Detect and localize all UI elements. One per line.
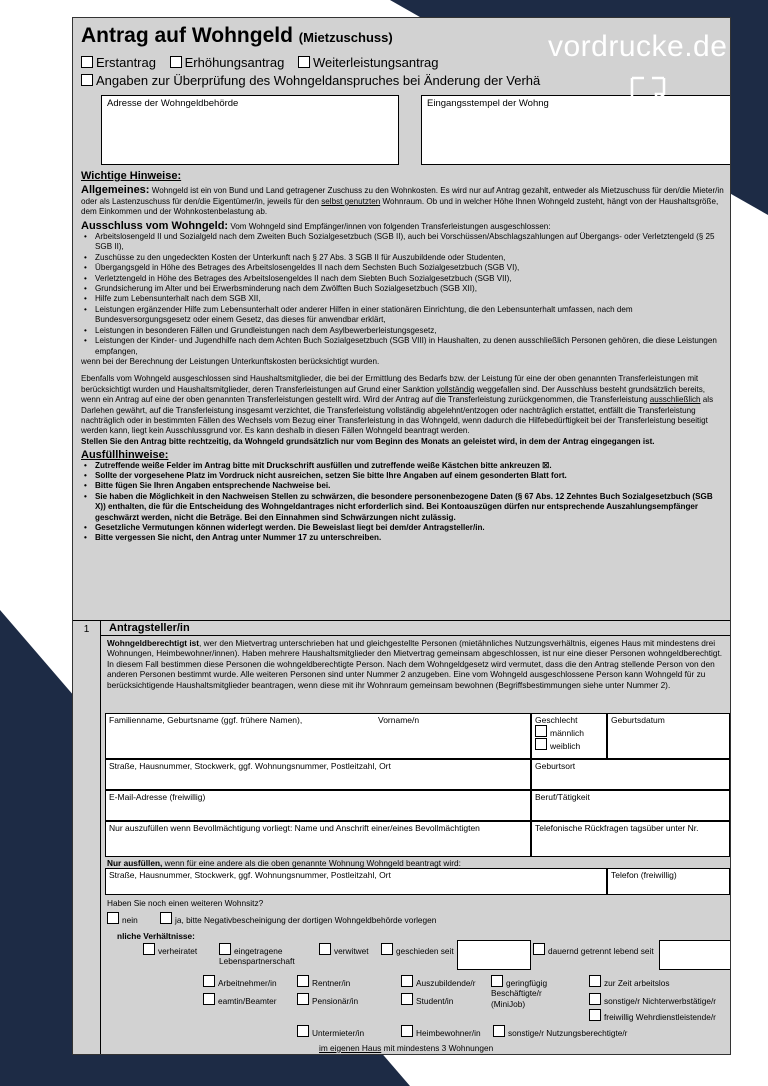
option-ueberpruefung[interactable] <box>81 73 540 88</box>
allgemeines-text: Wohngeld ist ein von Bund und Land getragener Zuschuss zu den Wohnkosten. Es wird nur auf Antrag gezahlt, entweder als Mietzuschuss für den/die Mieter/in oder als Lastenzuschuss für den/die Eigentümer/in, jeweils für den <box>81 186 724 206</box>
checkbox[interactable] <box>381 943 393 955</box>
option-erstantrag[interactable] <box>81 55 156 70</box>
checkbox[interactable] <box>535 738 547 750</box>
option-label: Erstantrag <box>96 55 156 70</box>
checkbox[interactable] <box>81 56 93 68</box>
getrennt-date-field[interactable] <box>659 940 731 970</box>
eigenes-haus-row <box>319 1043 493 1053</box>
ebenfalls-text-3: als Darlehen gewährt, auf die Transferleistung insgesamt verzichtet, die Transferleistung vollständig abgelehnt/entzogen oder nachträglich erstattet, entfällt die Transferleistung nachträglich oder in bestimmten Fällen des Wechsels vom Bezug einer Transferleistung in das Wohngeld, wenn dadurch die Hilfebedürftigkeit bei der Transferleistung beseitigt werden kann, liegt kein Ausschlussgrund vor. Es kann deshalb in diesen Fällen Wohngeld beantragt werden. <box>81 395 714 436</box>
hinweise-heading: Wichtige Hinweise: <box>81 170 182 182</box>
field-label: E-Mail-Adresse (freiwillig) <box>109 792 206 802</box>
checkbox[interactable] <box>297 975 309 987</box>
section-number: 1 <box>73 621 101 1055</box>
list-item: • Zuschüsse zu den ungedeckten Kosten der Unterkunft nach § 27 Abs. 3 SGB II für Auszubildende oder Studenten, <box>93 253 724 263</box>
option-nichterwerb[interactable] <box>589 993 716 1006</box>
option-verwitwet[interactable] <box>319 943 369 956</box>
field-label: Telefonische Rückfragen tagsüber unter Nr. <box>535 823 699 833</box>
option-lebenspartner[interactable] <box>219 943 299 967</box>
list-item: • Leistungen ergänzender Hilfe zum Lebensunterhalt oder anderer Hilfen in einer stationären Einrichtung, die den Lebensunterhalt umfassen, nach dem Bundesversorgungsgesetz oder einem Gesetz, das dieses für anwendbar erklärt, <box>93 305 724 326</box>
email-field[interactable] <box>105 790 531 821</box>
ausfuell-list <box>81 461 724 544</box>
checkbox[interactable] <box>219 943 231 955</box>
option-student[interactable] <box>401 993 453 1006</box>
subtitle-text: (Mietzuschuss) <box>298 30 393 45</box>
nur-ausfuellen-note <box>107 858 461 868</box>
ausschluss-paragraph <box>81 221 724 232</box>
list-item: • Leistungen in besonderen Fällen und Grundleistungen nach dem Asylbewerberleistungsgesetz, <box>93 326 724 336</box>
checkbox[interactable] <box>107 912 119 924</box>
intro-text: , wer den Mietvertrag unterschrieben hat und gleichgestellte Personen (mietähnliches Nutzungsverhältnis, eigenes Haus mit mindestens drei Wohnungen, Heimbewohner/innen). Haben mehrere Haushaltsmitglieder den Mietvertrag gemeinsam abgeschlossen, ist nur eine dieser Personen wohngeldberechtigt. In diesem Fall bestimmen diese Personen die wohngeldberechtigte Person. Nach dem Wohngeldgesetz wird vermutet, dass die den Antrag stellende Person von den anderen Personen bestimmt wurde. Alle weiteren Personen sind unter Nummer 2 anzugeben. Eine vom Wohngeld ausgeschlossene Person kann Wohngeld für zu berücksichtigende Haushaltsmitglieder beantragen, wenn diese mit ihr Wohnraum gemeinsam bewohnen (Begriffsbestimmungen siehe unter Nummer 2). <box>107 638 723 690</box>
brand-name: vordrucke.de <box>548 30 728 63</box>
field-label: Familienname, Geburtsname (ggf. frühere Namen), <box>109 715 303 725</box>
ebenfalls-underline-2: ausschließlich <box>649 395 701 405</box>
field-label: Nur auszufüllen wenn Bevollmächtigung vorliegt: Name und Anschrift einer/eines Bevollmächtigten <box>109 823 480 833</box>
checkbox[interactable] <box>493 1025 505 1037</box>
allgemeines-text-2: Wohnraum. Ob und in welcher Höhe Ihnen Wohngeld zusteht, hängt von der Haushaltsgröße, dem Einkommen und der Wohnkostenbelastung ab. <box>81 196 719 217</box>
ausschluss-tail: wenn bei der Berechnung der Leistungen Unterkunftskosten berücksichtigt wurden. <box>81 356 380 366</box>
form-title <box>81 24 393 48</box>
option-label: eingetragene Lebenspartnerschaft <box>219 946 295 967</box>
telefon-rueckfrage-field[interactable] <box>531 821 730 857</box>
brand-logo <box>548 30 748 64</box>
vorname-label: Vorname/n <box>378 715 420 725</box>
name-field[interactable] <box>105 713 531 759</box>
ebenfalls-text: Ebenfalls vom Wohngeld ausgeschlossen sind Haushaltsmitglieder, die bei der Ermittlung des Bedarfs bzw. der Leistung für eine der oben genannten Transferleistungen mit berücksichtigt wurden und Haushaltsmitglieder, deren Transferleistungen auf Grund einer Sanktion <box>81 374 699 394</box>
option-label: verwitwet <box>334 946 369 956</box>
checkbox[interactable] <box>170 56 182 68</box>
checkbox[interactable] <box>319 943 331 955</box>
option-label: männlich <box>550 728 585 738</box>
option-label: Rentner/in <box>312 978 351 988</box>
option-ja[interactable] <box>160 915 436 925</box>
checkbox[interactable] <box>297 993 309 1005</box>
checkbox[interactable] <box>298 56 310 68</box>
option-label: zur Zeit arbeitslos <box>604 978 670 988</box>
option-label: Heimbewohner/in <box>416 1028 481 1038</box>
checkbox[interactable] <box>401 1025 413 1037</box>
geschlecht-field <box>531 713 607 759</box>
option-label: freiwillig Wehrdienstleistende/r <box>604 1012 716 1022</box>
beruf-field[interactable] <box>531 790 730 821</box>
option-erhoehung[interactable] <box>170 55 285 70</box>
option-label: Erhöhungsantrag <box>184 55 285 70</box>
strasse-field[interactable] <box>105 759 531 790</box>
note-text: wenn für eine andere als die oben genannte Wohnung Wohngeld beantragt wird: <box>162 858 461 868</box>
stellen-note: Stellen Sie den Antrag bitte rechtzeitig, da Wohngeld grundsätzlich nur vom Beginn des Monats an geleistet wird, in dem der Antrag eingegangen ist. <box>81 436 655 446</box>
checkbox[interactable] <box>143 943 155 955</box>
geschieden-date-field[interactable] <box>457 940 531 970</box>
option-label: sonstige/r Nutzungsberechtigte/r <box>508 1028 628 1038</box>
option-pensionaer[interactable] <box>297 993 358 1006</box>
form-sheet <box>72 17 731 1055</box>
list-item: • Sie haben die Möglichkeit in den Nachweisen Stellen zu schwärzen, die besondere personenbezogene Daten (§ 67 Abs. 12 Zehntes Buch Sozialgesetzbuch (SGB X)) enthalten, die für die Entscheidung des Wohngeldantrages nicht erforderlich sind. Bei Kontoauszügen dürfen nur entsprechende Auszahlungsempfänger geschwärzt werden, nicht die Beträge. Bei den Einnahmen sind Schwärzungen nicht zulässig. <box>93 492 724 523</box>
ebenfalls-underline: vollständig <box>436 384 475 394</box>
persoenliche-heading: nliche Verhältnisse: <box>117 931 195 941</box>
option-getrennt[interactable] <box>533 943 654 956</box>
document-icon <box>630 76 666 106</box>
wohnsitz-question: Haben Sie noch einen weiteren Wohnsitz? <box>107 898 264 908</box>
ebenfalls-text-2: weggefallen sind. Der Ausschluss besteht grundsätzlich bereits, wenn ein Antrag auf eine der oben genannten Transferleistungen gestellt wird. Wird der Antrag auf die Transferleistung zurückgenommen, die Transferleistung <box>81 384 706 405</box>
option-label: sonstige/r Nichterwerbstätige/r <box>604 996 717 1006</box>
haus-text: mit mindestens 3 Wohnungen <box>381 1043 494 1053</box>
option-nein[interactable] <box>107 915 138 925</box>
option-label: weiblich <box>550 741 581 751</box>
option-label: geringfügig Beschäftigte/r (MiniJob) <box>491 978 548 1009</box>
ausschluss-list <box>81 232 724 357</box>
option-label: Pensionär/in <box>312 996 359 1006</box>
option-label: Angaben zur Überprüfung des Wohngeldanspruches bei Änderung der Verhä <box>96 73 541 88</box>
option-arbeitnehmer[interactable] <box>203 975 277 988</box>
option-nutzungsberechtigt[interactable] <box>493 1025 627 1038</box>
checkbox[interactable] <box>81 74 93 86</box>
checkbox[interactable] <box>589 993 601 1005</box>
option-verheiratet[interactable] <box>143 943 197 956</box>
list-item: • Verletztengeld in Höhe des Betrages des Arbeitslosengeldes II nach dem Siebten Buch Sozialgesetzbuch (SGB VII), <box>93 274 724 284</box>
option-arbeitslos[interactable] <box>589 975 669 988</box>
option-beamter[interactable] <box>203 993 277 1006</box>
antrag-type-options <box>81 55 448 70</box>
field-label: Geburtsort <box>535 761 576 771</box>
option-wehrdienst[interactable] <box>589 1009 716 1022</box>
stamp-box-label: Eingangsstempel der Wohng <box>427 98 549 109</box>
stamp-box <box>421 95 731 165</box>
geburtsort-field[interactable] <box>531 759 730 790</box>
checkbox[interactable] <box>160 912 172 924</box>
field-label: Telefon (freiwillig) <box>611 870 677 880</box>
checkbox[interactable] <box>533 943 545 955</box>
checkbox[interactable] <box>589 975 601 987</box>
allgemeines-title: Allgemeines: <box>81 184 150 197</box>
checkbox[interactable] <box>491 975 503 987</box>
option-label: geschieden seit <box>396 946 454 956</box>
checkbox[interactable] <box>535 725 547 737</box>
option-heimbewohner[interactable] <box>401 1025 481 1038</box>
list-item: • Leistungen der Kinder- und Jugendhilfe nach dem Achten Buch Sozialgesetzbuch (SGB VIII) in Haushalten, zu denen ausschließlich Personen gehören, die diese Leistungen empfangen, <box>93 336 724 357</box>
geburtsdatum-field[interactable] <box>607 713 730 759</box>
option-label: Student/in <box>416 996 454 1006</box>
list-item: • Bitte fügen Sie Ihren Angaben entsprechende Nachweise bei. <box>93 481 724 491</box>
list-item: • Übergangsgeld in Höhe des Betrages des Arbeitslosengeldes II nach dem Sechsten Buch Sozialgesetzbuch (SGB VI), <box>93 263 724 273</box>
list-item: • Hilfe zum Lebensunterhalt nach dem SGB XII, <box>93 294 724 304</box>
haus-underline: im eigenen Haus <box>319 1043 382 1053</box>
checkbox[interactable] <box>589 1009 601 1021</box>
ebenfalls-paragraph <box>81 374 724 436</box>
option-label: Arbeitnehmer/in <box>218 978 277 988</box>
field-label: Geburtsdatum <box>611 715 665 725</box>
list-item: • Arbeitslosengeld II und Sozialgeld nach dem Zweiten Buch Sozialgesetzbuch (SGB II), auch bei Vorschüssen/Abschlagszahlungen auf Übergangs- oder Verletztengeld (§ 25 SGB II), <box>93 232 724 253</box>
field-label: Geschlecht <box>535 715 578 725</box>
allgemeines-paragraph <box>81 185 724 217</box>
allgemeines-underline: selbst genutzten <box>321 196 381 206</box>
option-maennlich[interactable] <box>535 725 603 738</box>
section-antragsteller <box>73 620 730 1055</box>
option-label: dauernd getrennt lebend seit <box>548 946 654 956</box>
strasse2-field[interactable] <box>105 868 607 895</box>
address-box-label: Adresse der Wohngeldbehörde <box>107 98 239 109</box>
option-label: verheiratet <box>158 946 198 956</box>
option-weiter[interactable] <box>298 55 439 70</box>
field-label: Straße, Hausnummer, Stockwerk, ggf. Wohnungsnummer, Postleitzahl, Ort <box>109 870 391 880</box>
option-label: ja, bitte Negativbescheinigung der dortigen Wohngeldbehörde vorlegen <box>175 915 437 925</box>
list-item: • Grundsicherung im Alter und bei Erwerbsminderung nach dem Zwölften Buch Sozialgesetzbuch (SGB XII), <box>93 284 724 294</box>
list-item: • Sollte der vorgesehene Platz im Vordruck nicht ausreichen, setzen Sie bitte Ihre Angaben auf einem gesonderten Blatt fort. <box>93 471 724 481</box>
section-heading: Antragsteller/in <box>101 621 730 636</box>
list-item: • Zutreffende weiße Felder im Antrag bitte mit Druckschrift ausfüllen und zutreffende weiße Kästchen bitte ankreuzen ☒. <box>93 461 724 471</box>
option-label: Untermieter/in <box>312 1028 365 1038</box>
checkbox[interactable] <box>203 993 215 1005</box>
option-azubi[interactable] <box>401 975 476 988</box>
wohnsitz-options <box>107 912 727 925</box>
option-weiblich[interactable] <box>535 738 603 751</box>
hinweise-section <box>81 171 724 544</box>
checkbox[interactable] <box>297 1025 309 1037</box>
option-rentner[interactable] <box>297 975 350 988</box>
list-item: • Gesetzliche Vermutungen können widerlegt werden. Die Beweislast liegt bei dem/der Antragsteller/in. <box>93 523 724 533</box>
checkbox[interactable] <box>401 975 413 987</box>
ausschluss-intro: Vom Wohngeld sind Empfänger/innen von folgenden Transferleistungen ausgeschlossen: <box>230 221 551 231</box>
option-untermieter[interactable] <box>297 1025 364 1038</box>
list-item: • Bitte vergessen Sie nicht, den Antrag unter Nummer 17 zu unterschreiben. <box>93 533 724 543</box>
checkbox[interactable] <box>203 975 215 987</box>
telefon-field[interactable] <box>607 868 730 895</box>
field-label: Beruf/Tätigkeit <box>535 792 590 802</box>
field-label: Straße, Hausnummer, Stockwerk, ggf. Wohnungsnummer, Postleitzahl, Ort <box>109 761 391 771</box>
option-geschieden[interactable] <box>381 943 454 956</box>
address-box[interactable] <box>101 95 399 165</box>
option-minijob[interactable] <box>491 975 573 1009</box>
option-label: Weiterleistungsantrag <box>312 55 439 70</box>
ausfuell-heading: Ausfüllhinweise: <box>81 449 169 462</box>
title-text: Antrag auf Wohngeld <box>81 24 293 47</box>
option-label: eamtin/Beamter <box>218 996 277 1006</box>
note-bold: Nur ausfüllen, <box>107 858 163 868</box>
checkbox[interactable] <box>401 993 413 1005</box>
intro-bold: Wohngeldberechtigt ist <box>107 638 200 648</box>
bevollmaechtigt-field[interactable] <box>105 821 531 857</box>
option-label: Auszubildende/r <box>416 978 476 988</box>
ausschluss-title: Ausschluss vom Wohngeld: <box>81 219 229 232</box>
section-intro <box>107 638 725 690</box>
option-label: nein <box>122 915 138 925</box>
